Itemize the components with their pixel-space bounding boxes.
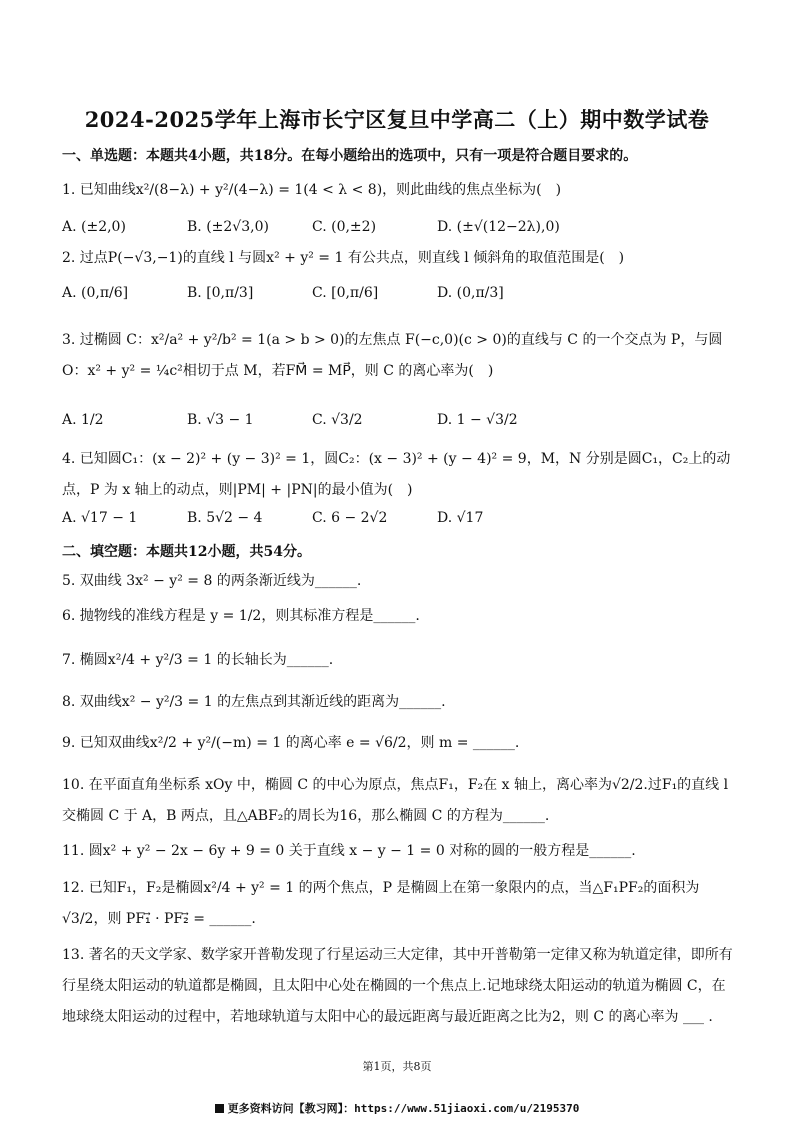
question-3-options xyxy=(62,412,734,428)
question-12: 12. 已知F₁，F₂是椭圆x²/4 + y² = 1 的两个焦点，P 是椭圆上在第一象限内的点，当△F₁PF₂的面积为√3/2，则 PF₁⃗ · PF₂⃗ = ______. xyxy=(62,880,700,927)
section-heading-fill-in: 二、填空题：本题共12小题，共54分。 xyxy=(62,544,311,560)
option-b: B. (±2√3,0) xyxy=(187,219,269,235)
option-b: B. 5√2 − 4 xyxy=(187,510,263,526)
question-9: 9. 已知双曲线x²/2 + y²/(−m) = 1 的离心率 e = √6/2，则 m = ______. xyxy=(62,735,520,751)
question-7: 7. 椭圆x²/4 + y²/3 = 1 的长轴长为______. xyxy=(62,652,334,668)
question-8: 8. 双曲线x² − y²/3 = 1 的左焦点到其渐近线的距离为______. xyxy=(62,694,446,710)
resource-banner xyxy=(0,1100,794,1116)
banner-text: 更多资料访问【教习网】：https://www.51jiaoxi.com/u/2195370 xyxy=(227,1102,580,1115)
question-2-options xyxy=(62,285,734,301)
option-d: D. 1 − √3/2 xyxy=(437,412,518,428)
option-a: A. (0,π/6] xyxy=(62,285,129,301)
option-a: A. 1/2 xyxy=(62,412,104,428)
question-10: 10. 在平面直角坐标系 xOy 中，椭圆 C 的中心为原点，焦点F₁，F₂在 x 轴上，离心率为√2/2.过F₁的直线 l 交椭圆 C 于 A，B 两点，且△ABF₂的周长为16，那么椭圆 C 的方程为______. xyxy=(62,777,729,824)
question-1: 1. 已知曲线x²/(8−λ) + y²/(4−λ) = 1(4 < λ < 8)，则此曲线的焦点坐标为( ) xyxy=(62,182,562,198)
option-a: A. √17 − 1 xyxy=(62,510,138,526)
option-b: B. √3 − 1 xyxy=(187,412,254,428)
page-number: 第1页，共8页 xyxy=(362,1060,432,1073)
question-3: 3. 过椭圆 C：x²/a² + y²/b² = 1(a > b > 0)的左焦点 F(−c,0)(c > 0)的直线与 C 的一个交点为 P，与圆 O：x² + y² = ¼c²相切于点 M，若FM⃗ = MP⃗，则 C 的离心率为( ) xyxy=(62,332,723,379)
flag-icon xyxy=(215,1104,224,1113)
question-2: 2. 过点P(−√3,−1)的直线 l 与圆x² + y² = 1 有公共点，则直线 l 倾斜角的取值范围是( ) xyxy=(62,250,625,266)
question-1-options xyxy=(62,219,734,235)
option-c: C. √3/2 xyxy=(312,412,363,428)
option-d: D. (0,π/3] xyxy=(437,285,504,301)
page-title: 2024-2025学年上海市长宁区复旦中学高二（上）期中数学试卷 xyxy=(84,107,710,132)
question-11: 11. 圆x² + y² − 2x − 6y + 9 = 0 关于直线 x − y − 1 = 0 对称的圆的一般方程是______. xyxy=(62,843,636,859)
question-4-options xyxy=(62,510,734,526)
question-4: 4. 已知圆C₁：(x − 2)² + (y − 3)² = 1，圆C₂：(x − 3)² + (y − 4)² = 9，M，N 分别是圆C₁，C₂上的动点，P 为 x 轴上的动点，则|PM| + |PN|的最小值为( ) xyxy=(62,451,731,498)
option-d: D. (±√(12−2λ),0) xyxy=(437,219,560,235)
option-d: D. √17 xyxy=(437,510,484,526)
option-a: A. (±2,0) xyxy=(62,219,126,235)
option-c: C. 6 − 2√2 xyxy=(312,510,388,526)
question-6: 6. 抛物线的准线方程是 y = 1/2，则其标准方程是______. xyxy=(62,608,420,624)
question-5: 5. 双曲线 3x² − y² = 8 的两条渐近线为______. xyxy=(62,573,362,589)
section-heading-single-choice: 一、单选题：本题共4小题，共18分。在每小题给出的选项中，只有一项是符合题目要求的。 xyxy=(62,148,638,164)
option-c: C. (0,±2) xyxy=(312,219,377,235)
option-c: C. [0,π/6] xyxy=(312,285,379,301)
option-b: B. [0,π/3] xyxy=(187,285,254,301)
question-13: 13. 著名的天文学家、数学家开普勒发现了行星运动三大定律，其中开普勒第一定律又称为轨道定律，即所有行星绕太阳运动的轨道都是椭圆，且太阳中心处在椭圆的一个焦点上.记地球绕太阳运动的轨道为椭圆 C，在地球绕太阳运动的过程中，若地球轨道与太阳中心的最远距离与最近距离之比为2，则 C 的离心率为 ___ . xyxy=(62,947,733,1025)
